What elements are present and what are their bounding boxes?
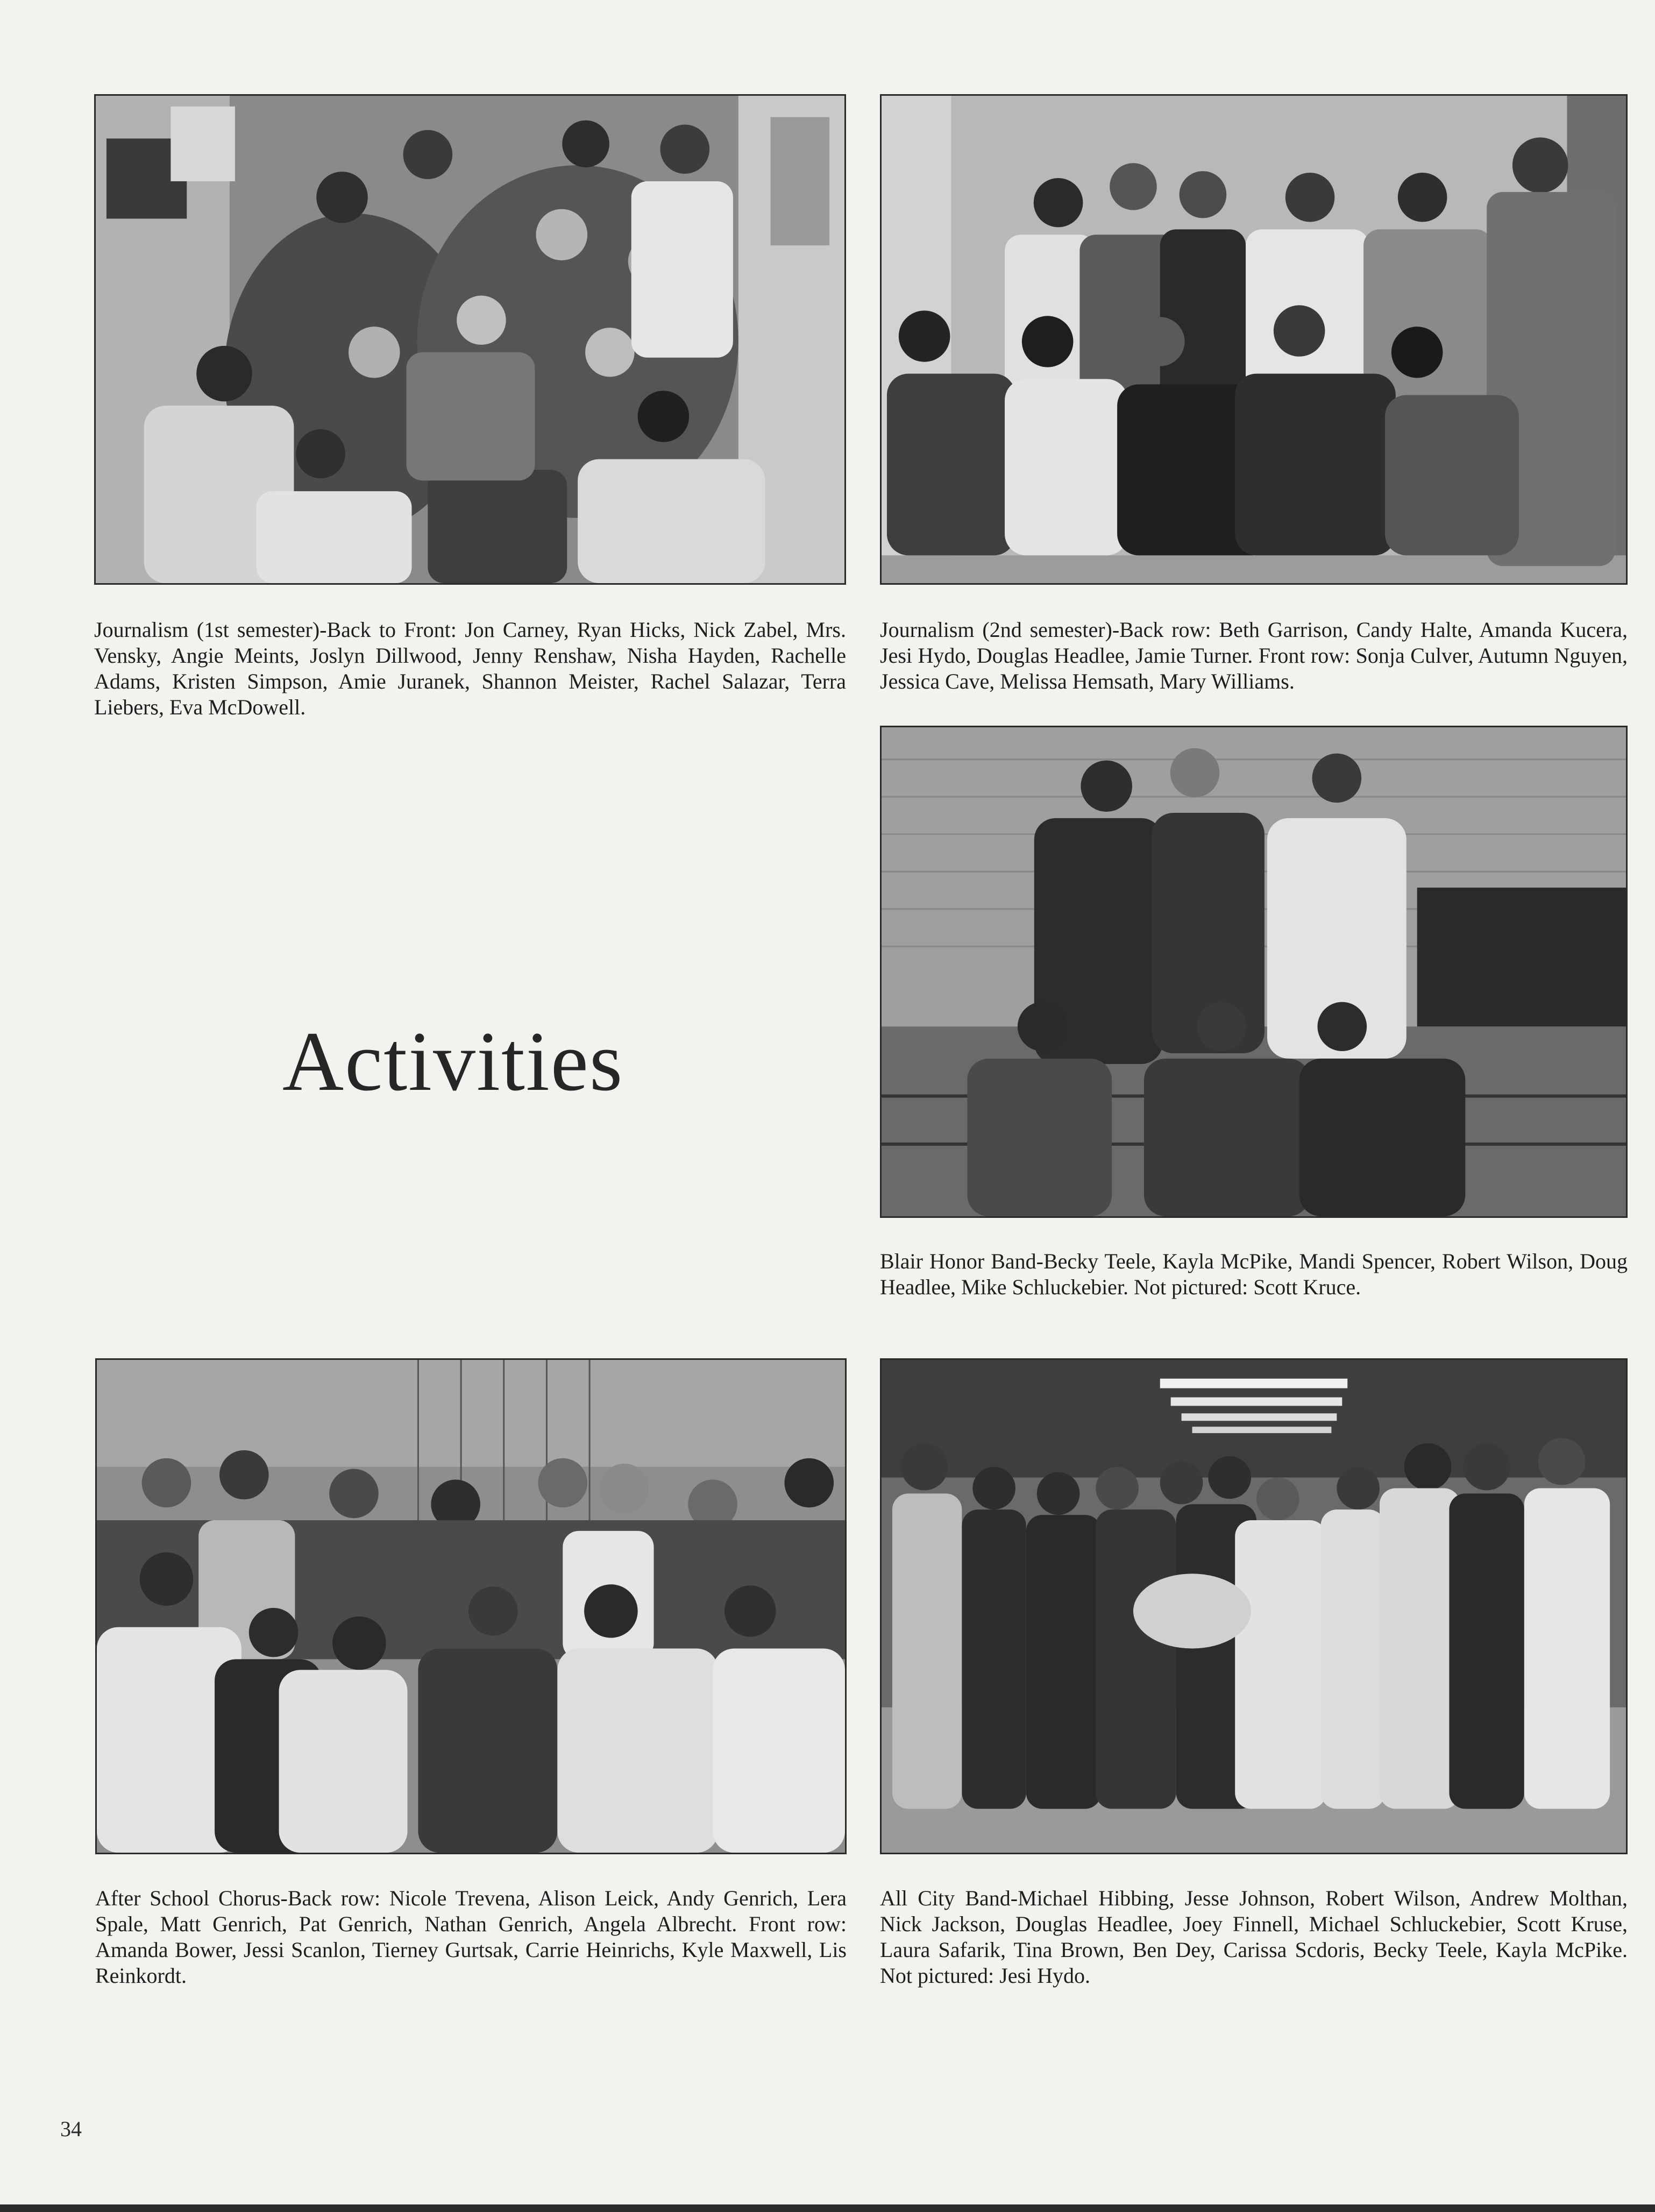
chorus-caption: After School Chorus-Back row: Nicole Trevena, Alison Leick, Andy Genrich, Lera Spale, Matt Genrich, Pat Genrich, Nathan Genrich, Angela Albrecht. Front row: Amanda Bower, Jessi Scanlon, Tierney Gurtsak, Carrie Heinrichs, Kyle Maxwell, Lis Reinkordt. xyxy=(95,1886,847,1988)
chorus-photo xyxy=(95,1358,847,1854)
journalism-2nd-semester-caption: Journalism (2nd semester)-Back row: Beth Garrison, Candy Halte, Amanda Kucera, Jesi Hydo, Douglas Headlee, Jamie Turner. Front row: Sonja Culver, Autumn Nguyen, Jessica Cave, Melissa Hemsath, Mary Williams. xyxy=(880,618,1628,693)
city-band-photo xyxy=(880,1358,1628,1854)
page-number: 34 xyxy=(60,2117,82,2141)
group-photo-image xyxy=(96,96,844,583)
group-photo-image xyxy=(882,96,1626,583)
journalism-1st-semester-caption: Journalism (1st semester)-Back to Front: Jon Carney, Ryan Hicks, Nick Zabel, Mrs. Vensky, Angie Meints, Joslyn Dillwood, Jenny Renshaw, Nisha Hayden, Rachelle Adams, Kristen Simpson, Amie Juranek, Shannon Meister, Rachel Salazar, Terra Liebers, Eva McDowell. xyxy=(94,618,846,719)
group-photo-image xyxy=(97,1360,845,1853)
honor-band-photo xyxy=(880,726,1628,1218)
honor-band-caption: Blair Honor Band-Becky Teele, Kayla McPike, Mandi Spencer, Robert Wilson, Doug Headlee, Mike Schluckebier. Not pictured: Scott Kruce. xyxy=(880,1249,1628,1299)
group-photo-image xyxy=(882,727,1626,1216)
group-photo-image xyxy=(882,1360,1626,1853)
page-edge xyxy=(0,2204,1655,2212)
section-title: Activities xyxy=(282,1015,624,1109)
journalism-2nd-semester-photo xyxy=(880,94,1628,585)
city-band-caption: All City Band-Michael Hibbing, Jesse Johnson, Robert Wilson, Andrew Molthan, Nick Jackson, Douglas Headlee, Joey Finnell, Michael Schluckebier, Scott Kruse, Laura Safarik, Tina Brown, Ben Dey, Carissa Scdoris, Becky Teele, Kayla McPike. Not pictured: Jesi Hydo. xyxy=(880,1886,1628,1988)
journalism-1st-semester-photo xyxy=(94,94,846,585)
